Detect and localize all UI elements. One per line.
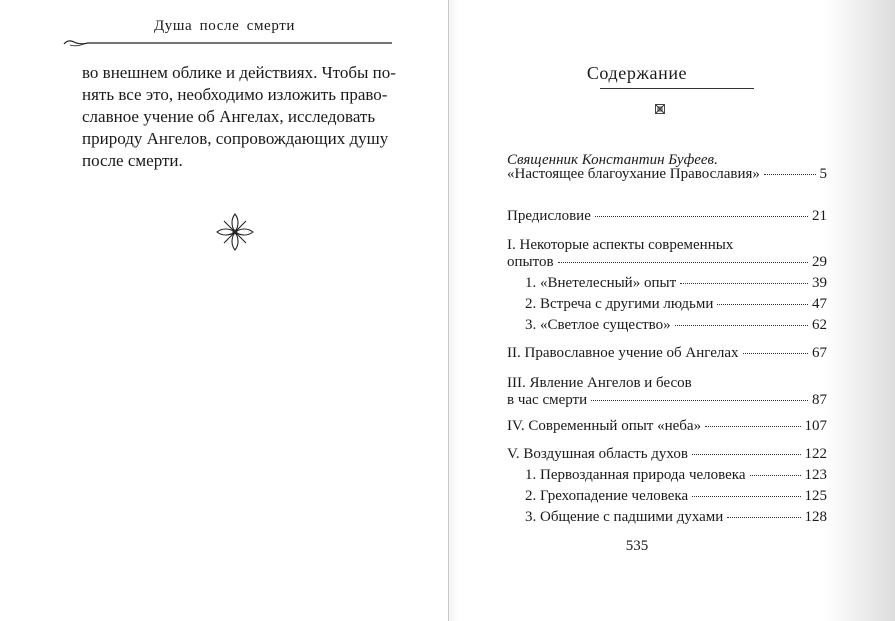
toc-entry-title: 1. Первозданная природа человека <box>525 467 746 483</box>
toc-entry-title: Предисловие <box>507 208 591 224</box>
body-line: славное учение об Ангелах, исследовать <box>82 107 376 126</box>
toc-subentry[interactable] <box>525 507 827 528</box>
dot-leader <box>591 399 808 401</box>
toc-subentry[interactable] <box>525 315 827 336</box>
toc-entry-chapter-2[interactable] <box>507 343 827 364</box>
flourish-ornament-icon <box>214 211 256 253</box>
right-page <box>449 0 895 621</box>
toc-page-number: 123 <box>804 467 827 483</box>
toc-subentry[interactable] <box>525 486 827 507</box>
title-rule <box>600 88 754 89</box>
body-line: во внешнем облике и действиях. Чтобы по- <box>82 63 396 82</box>
dot-leader <box>680 282 808 284</box>
dot-leader <box>692 495 800 497</box>
toc-entry-title: III. Явление Ангелов и бесов <box>507 375 692 391</box>
toc-page-number: 29 <box>812 254 827 270</box>
toc-entry-title: II. Православное учение об Ангелах <box>507 345 739 361</box>
toc-author: Священник Константин Буфеев. <box>507 152 718 168</box>
toc-entry-title: V. Воздушная область духов <box>507 446 688 462</box>
toc-subentry[interactable] <box>525 273 827 294</box>
toc-entry-chapter-3-cont[interactable] <box>507 390 827 411</box>
body-line: природу Ангелов, сопровождающих душу <box>82 129 389 148</box>
small-ornament-icon <box>654 103 666 115</box>
toc-entry-chapter-4[interactable] <box>507 416 827 437</box>
toc-page-number: 107 <box>804 418 827 434</box>
toc-entry-preface[interactable] <box>507 206 827 227</box>
toc-entry-title: «Настоящее благоухание Православия» <box>507 166 760 182</box>
body-line: после смерти. <box>82 151 183 170</box>
toc-entry-chapter-5[interactable] <box>507 444 827 465</box>
dot-leader <box>705 425 800 427</box>
toc-page-number: 122 <box>804 446 827 462</box>
dot-leader <box>743 352 809 354</box>
toc-page-number: 47 <box>812 296 827 312</box>
dot-leader <box>675 324 808 326</box>
toc-entry-title: опытов <box>507 254 554 270</box>
toc-title: Содержание <box>586 63 688 83</box>
toc-subentry[interactable] <box>525 465 827 486</box>
toc-entry-title: 2. Грехопадение человека <box>525 488 689 504</box>
dot-leader <box>750 474 801 476</box>
dot-leader <box>717 303 808 305</box>
page-number: 535 <box>625 538 649 554</box>
toc-entry-intro-title[interactable] <box>507 164 827 185</box>
running-head-rule <box>62 38 394 48</box>
toc-page-number: 39 <box>812 275 827 291</box>
toc-page-number: 87 <box>812 392 827 408</box>
dot-leader <box>692 453 801 455</box>
toc-entry-title: 3. Общение с падшими духами <box>525 509 724 525</box>
dot-leader <box>558 261 808 263</box>
toc-page-number: 5 <box>819 166 827 182</box>
toc-page-number: 67 <box>812 345 827 361</box>
toc-entry-title: IV. Современный опыт «неба» <box>507 418 702 434</box>
dot-leader <box>727 516 800 518</box>
toc-entry-title: 3. «Светлое существо» <box>525 317 671 333</box>
toc-entry-title: 1. «Внетелесный» опыт <box>525 275 677 291</box>
toc-subentry[interactable] <box>525 294 827 315</box>
toc-entry-title: в час смерти <box>507 392 588 408</box>
dot-leader <box>595 215 808 217</box>
body-line: нять все это, необходимо изложить право- <box>82 85 388 104</box>
toc-page-number: 125 <box>804 488 827 504</box>
toc-entry-title: I. Некоторые аспекты современных <box>507 237 734 253</box>
dot-leader <box>764 173 816 175</box>
toc-page-number: 62 <box>812 317 827 333</box>
toc-page-number: 128 <box>804 509 827 525</box>
toc-entry-chapter-1-cont[interactable] <box>507 252 827 273</box>
running-head: Душа после смерти <box>153 18 296 34</box>
body-text <box>82 62 395 172</box>
toc-entry-title: 2. Встреча с другими людьми <box>525 296 714 312</box>
toc-page-number: 21 <box>812 208 827 224</box>
